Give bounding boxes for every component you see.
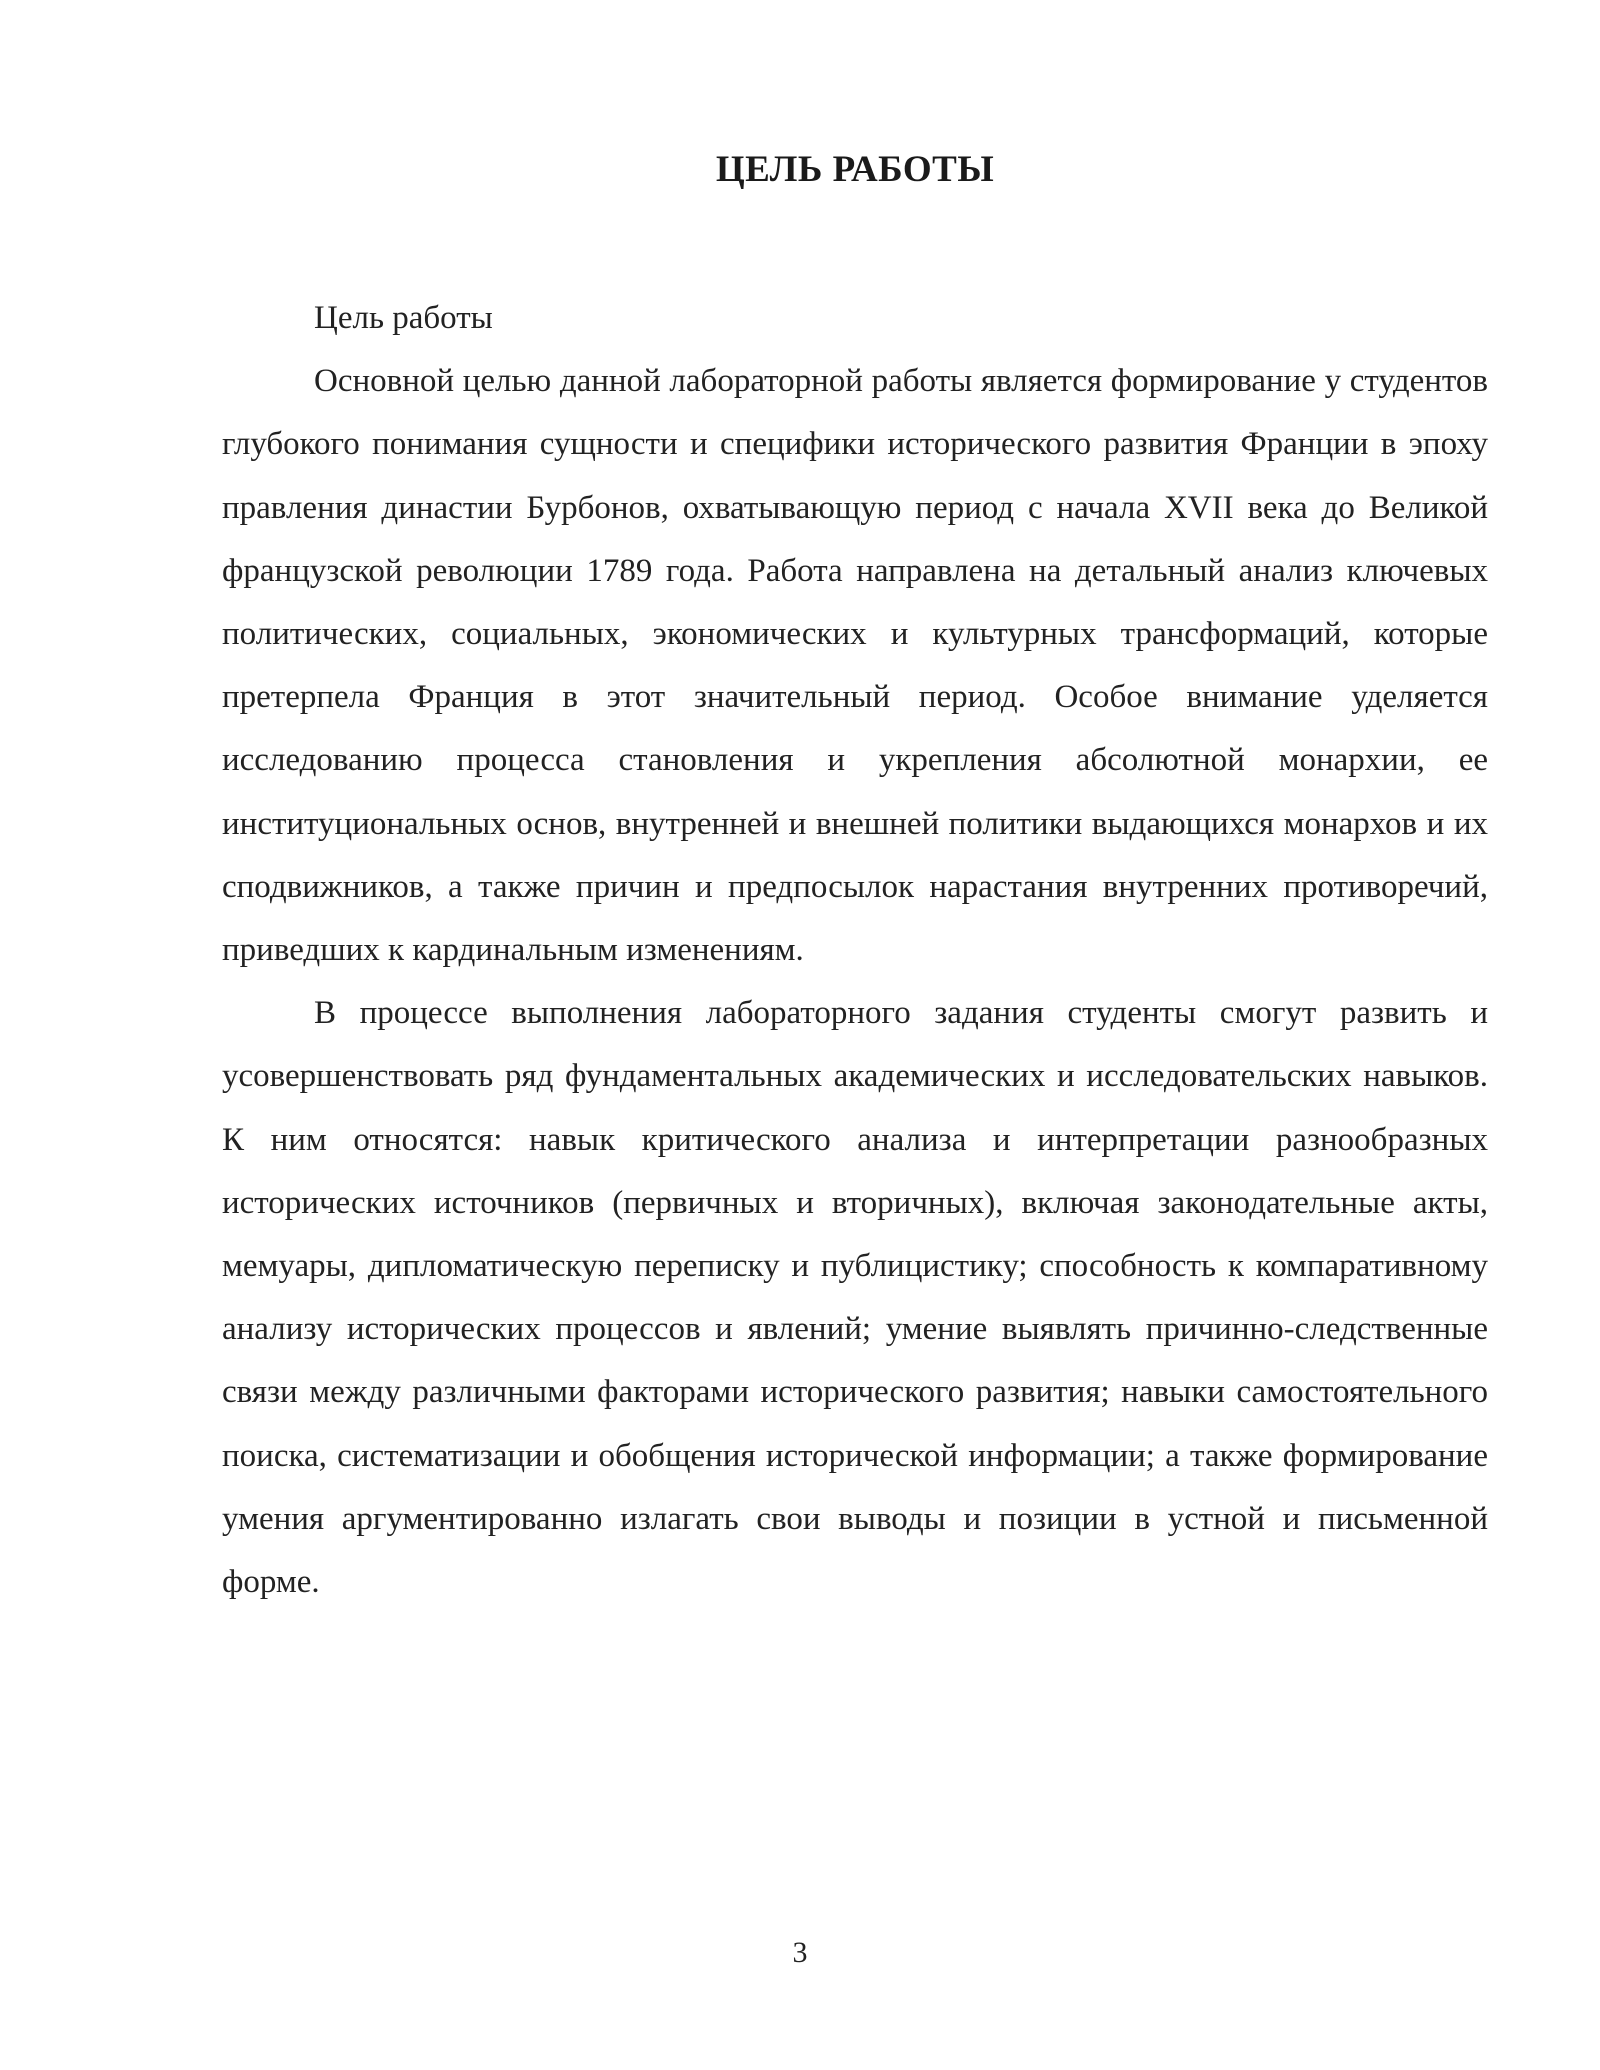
- paragraph-subheading: Цель работы: [314, 300, 493, 336]
- body-text: [222, 287, 1488, 1614]
- page-title: ЦЕЛЬ РАБОТЫ: [715, 149, 995, 190]
- paragraph-goal: Основной целью данной лабораторной работы является формирование у студентов глубокого понимания сущности и специфики исторического развития Франции в эпоху правления династии Бурбонов, охватывающую период с начала XVII века до Великой французской революции 1789 года. Работа направлена на детальный анализ ключевых политических, социальных, экономических и культурных трансформаций, которые претерпела Франция в этот значительный период. Особое внимание уделяется исследованию процесса становления и укрепления абсолютной монархии, ее институциональных основ, внутренней и внешней политики выдающихся монархов и их сподвижников, а также причин и предпосылок нарастания внутренних противоречий, приведших к кардинальным изменениям.: [222, 363, 1488, 969]
- paragraph-skills: В процессе выполнения лабораторного задания студенты смогут развить и усовершенствовать ряд фундаментальных академических и исследовательских навыков. К ним относятся: навык критического анализа и интерпретации разнообразных исторических источников (первичных и вторичных), включая законодательные акты, мемуары, дипломатическую переписку и публицистику; способность к компаративному анализу исторических процессов и явлений; умение выявлять причинно-следственные связи между различными факторами исторического развития; навыки самостоятельного поиска, систематизации и обобщения исторической информации; а также формирование умения аргументированно излагать свои выводы и позиции в устной и письменной форме.: [222, 995, 1488, 1601]
- page-number: 3: [792, 1936, 808, 1969]
